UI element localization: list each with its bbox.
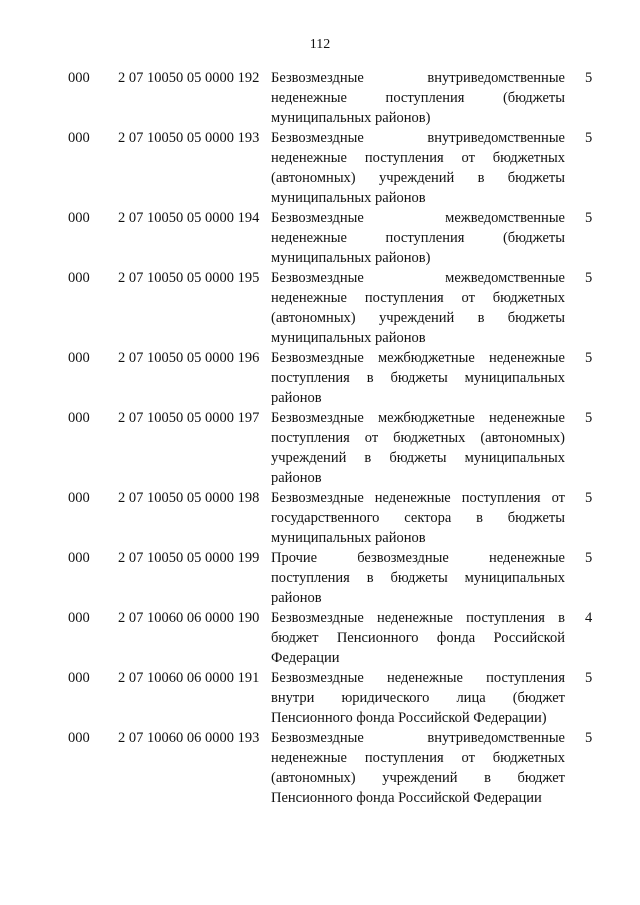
budget-code-cell: 2 07 10050 05 0000 197 bbox=[118, 410, 260, 426]
level-cell: 5 bbox=[585, 130, 593, 146]
level-cell: 5 bbox=[585, 670, 593, 686]
budget-code-cell: 2 07 10050 05 0000 192 bbox=[118, 70, 260, 86]
budget-code-cell: 2 07 10060 06 0000 190 bbox=[118, 610, 260, 626]
table-row bbox=[0, 68, 640, 128]
level-cell: 5 bbox=[585, 270, 593, 286]
name-cell: Безвозмездные внутриведомственные неденежные поступления от бюджетных (автономных) учреждений в бюджет Пенсионного фонда Российской Федерации bbox=[271, 730, 565, 806]
admin-code-cell: 000 bbox=[68, 730, 90, 746]
table-row bbox=[0, 268, 640, 348]
admin-code-cell: 000 bbox=[68, 490, 90, 506]
level-cell: 5 bbox=[585, 550, 593, 566]
budget-code-cell: 2 07 10050 05 0000 194 bbox=[118, 210, 260, 226]
level-cell: 5 bbox=[585, 210, 593, 226]
admin-code-cell: 000 bbox=[68, 610, 90, 626]
admin-code-cell: 000 bbox=[68, 670, 90, 686]
admin-code-cell: 000 bbox=[68, 550, 90, 566]
table-row bbox=[0, 728, 640, 808]
table-row bbox=[0, 608, 640, 668]
admin-code-cell: 000 bbox=[68, 350, 90, 366]
name-cell: Безвозмездные неденежные поступления от государственного сектора в бюджеты муниципальных районов bbox=[271, 490, 565, 546]
level-cell: 5 bbox=[585, 730, 593, 746]
name-cell: Безвозмездные неденежные поступления в бюджет Пенсионного фонда Российской Федерации bbox=[271, 610, 565, 666]
level-cell: 5 bbox=[585, 410, 593, 426]
table-row bbox=[0, 548, 640, 608]
table-row bbox=[0, 488, 640, 548]
budget-code-cell: 2 07 10050 05 0000 195 bbox=[118, 270, 260, 286]
classification-table bbox=[0, 68, 640, 808]
page-number: 112 bbox=[309, 37, 331, 52]
budget-code-cell: 2 07 10060 06 0000 193 bbox=[118, 730, 260, 746]
name-cell: Безвозмездные внутриведомственные неденежные поступления от бюджетных (автономных) учреждений в бюджеты муниципальных районов bbox=[271, 130, 565, 206]
name-cell: Безвозмездные внутриведомственные неденежные поступления (бюджеты муниципальных районов) bbox=[271, 70, 565, 126]
admin-code-cell: 000 bbox=[68, 130, 90, 146]
name-cell: Безвозмездные межведомственные неденежные поступления (бюджеты муниципальных районов) bbox=[271, 210, 565, 266]
budget-code-cell: 2 07 10050 05 0000 193 bbox=[118, 130, 260, 146]
table-row bbox=[0, 348, 640, 408]
table-row bbox=[0, 208, 640, 268]
name-cell: Безвозмездные межведомственные неденежные поступления от бюджетных (автономных) учреждений в бюджеты муниципальных районов bbox=[271, 270, 565, 346]
level-cell: 5 bbox=[585, 490, 593, 506]
name-cell: Безвозмездные неденежные поступления внутри юридического лица (бюджет Пенсионного фонда Российской Федерации) bbox=[271, 670, 565, 726]
name-cell: Прочие безвозмездные неденежные поступления в бюджеты муниципальных районов bbox=[271, 550, 565, 606]
budget-code-cell: 2 07 10050 05 0000 199 bbox=[118, 550, 260, 566]
table-row bbox=[0, 408, 640, 488]
admin-code-cell: 000 bbox=[68, 270, 90, 286]
table-row bbox=[0, 668, 640, 728]
level-cell: 5 bbox=[585, 70, 593, 86]
budget-code-cell: 2 07 10050 05 0000 196 bbox=[118, 350, 260, 366]
budget-code-cell: 2 07 10060 06 0000 191 bbox=[118, 670, 260, 686]
table-row bbox=[0, 128, 640, 208]
admin-code-cell: 000 bbox=[68, 410, 90, 426]
level-cell: 4 bbox=[585, 610, 593, 626]
admin-code-cell: 000 bbox=[68, 210, 90, 226]
name-cell: Безвозмездные межбюджетные неденежные поступления в бюджеты муниципальных районов bbox=[271, 350, 565, 406]
level-cell: 5 bbox=[585, 350, 593, 366]
name-cell: Безвозмездные межбюджетные неденежные поступления от бюджетных (автономных) учреждений в бюджеты муниципальных районов bbox=[271, 410, 565, 486]
admin-code-cell: 000 bbox=[68, 70, 90, 86]
budget-code-cell: 2 07 10050 05 0000 198 bbox=[118, 490, 260, 506]
